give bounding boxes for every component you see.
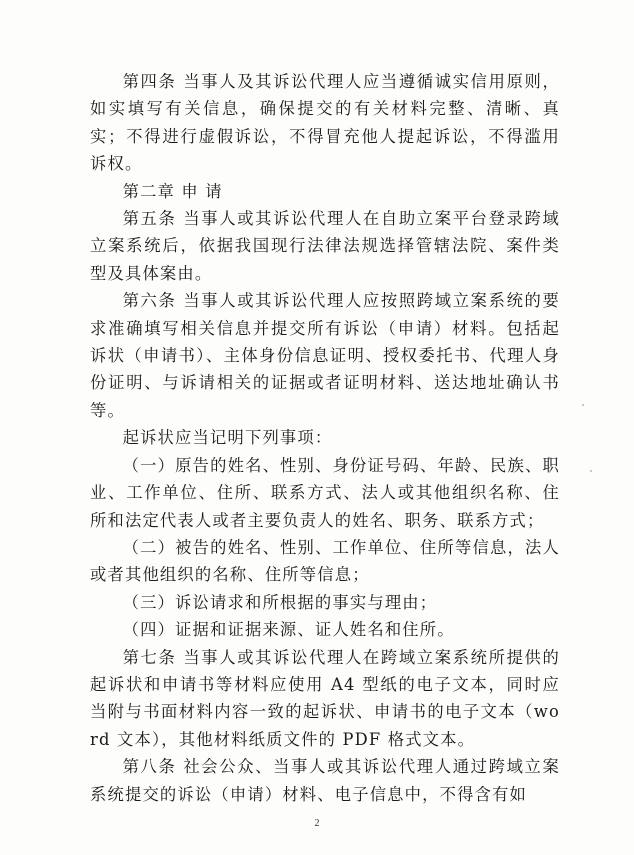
- article-4-paragraph: 第四条 当事人及其诉讼代理人应当遵循诚实信用原则，如实填写有关信息，确保提交的有关材料完整、清晰、真实；不得进行虚假诉讼，不得冒充他人提起诉讼，不得滥用诉权。: [90, 72, 560, 174]
- complaint-item-4: （四）证据和证据来源、证人姓名和住所。: [122, 620, 455, 640]
- article-7-paragraph: 第七条 当事人或其诉讼代理人在跨域立案系统所提供的起诉状和申请书等材料应使用 A4 型纸的电子文本，同时应当附与书面材料内容一致的起诉状、申请书的电子文本（word 文本），其他材料纸质文件的 PDF 格式文本。: [90, 647, 560, 749]
- article-6-paragraph: 第六条 当事人或其诉讼代理人应按照跨域立案系统的要求准确填写相关信息并提交所有诉讼（申请）材料。包括起诉状（申请书）、主体身份信息证明、授权委托书、代理人身份证明、与诉请相关的证据或者证明材料、送达地址确认书等。: [90, 291, 560, 420]
- article-8-paragraph: 第八条 社会公众、当事人或其诉讼代理人通过跨域立案系统提交的诉讼（申请）材料、电子信息中，不得含有如: [90, 757, 560, 804]
- scan-speck: [582, 404, 584, 406]
- page-number: 2: [314, 818, 320, 829]
- complaint-item-3: （三）诉讼请求和所根据的事实与理由；: [122, 592, 438, 612]
- complaint-item-1: （一）原告的姓名、性别、身份证号码、年龄、民族、职业、工作单位、住所、联系方式、法人或其他组织名称、住所和法定代表人或者主要负责人的姓名、职务、联系方式；: [90, 455, 560, 530]
- chapter-2-heading: 第二章 申 请: [122, 181, 223, 201]
- scan-speck: [590, 470, 592, 472]
- complaint-item-2: （二）被告的姓名、性别、工作单位、住所等信息，法人或者其他组织的名称、住所等信息；: [90, 537, 560, 585]
- article-5-paragraph: 第五条 当事人或其诉讼代理人在自助立案平台登录跨域立案系统后，依据我国现行法律法规选择管辖法院、案件类型及具体案由。: [90, 209, 560, 283]
- complaint-items-intro: 起诉状应当记明下列事项：: [122, 428, 333, 448]
